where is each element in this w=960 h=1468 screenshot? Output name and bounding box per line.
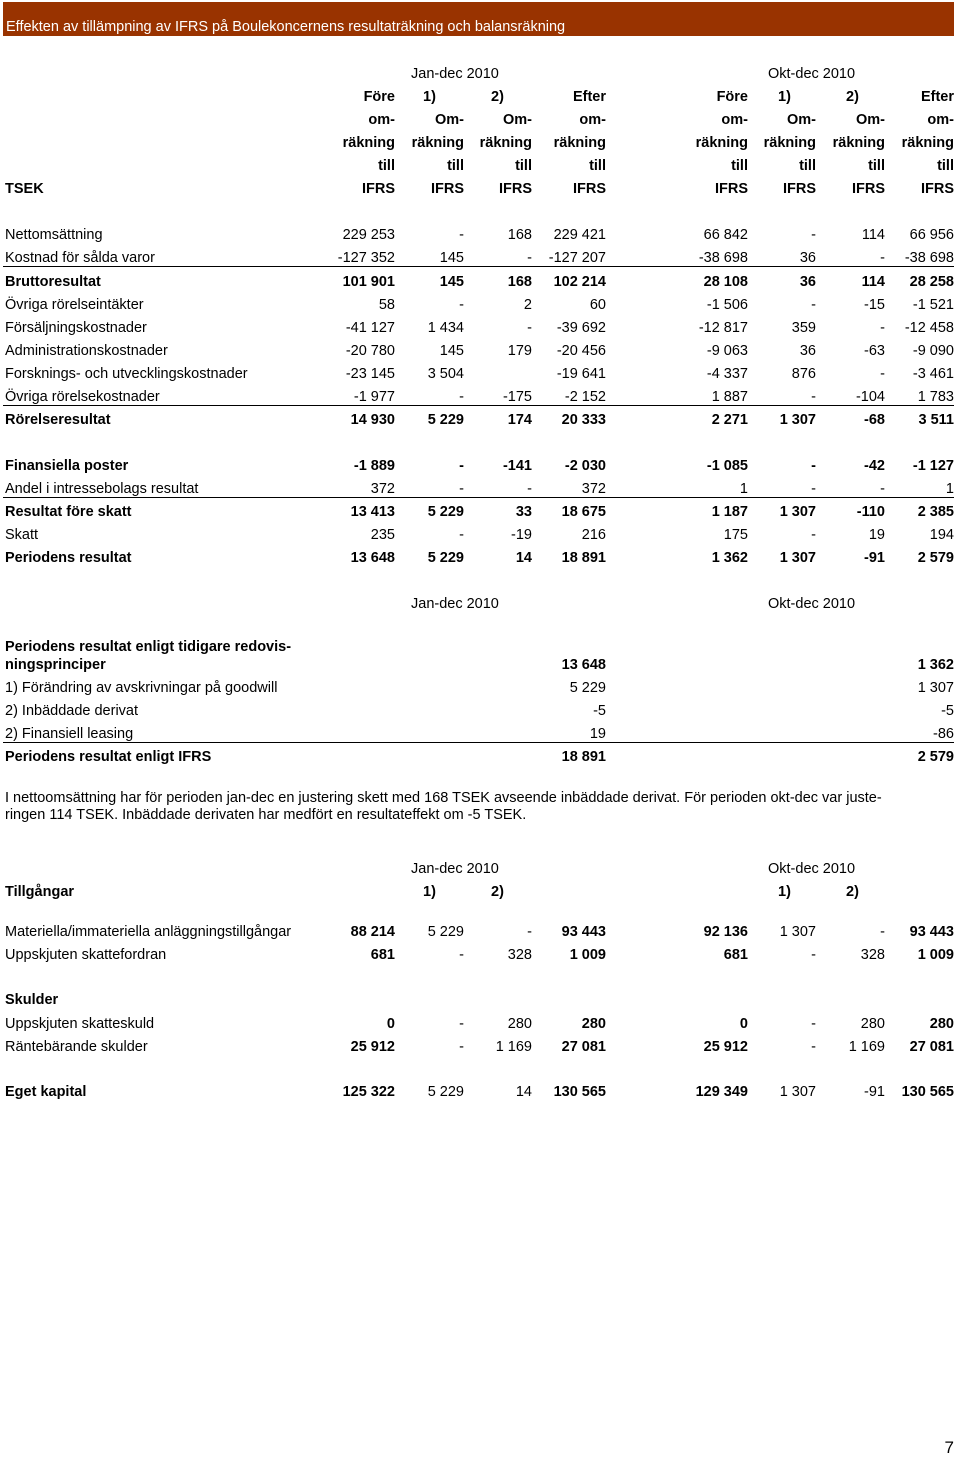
row-label: Forsknings- och utvecklingskostnader — [5, 366, 248, 382]
cell-value: 14 930 — [350, 412, 395, 428]
cell-value: -5 — [593, 703, 606, 719]
cell-value: 1 783 — [917, 389, 954, 405]
table-row — [0, 317, 960, 340]
cell-value: - — [880, 924, 885, 940]
tsek-label: TSEK — [5, 181, 44, 197]
cell-value: 129 349 — [695, 1084, 748, 1100]
page-title: Effekten av tillämpning av IFRS på Boulekoncernens resultaträkning och balansräkning — [3, 2, 954, 36]
table-row — [0, 677, 960, 700]
cell-value: 1 187 — [711, 504, 748, 520]
cell-value: -38 698 — [698, 250, 748, 266]
cell-value: 359 — [791, 320, 816, 336]
col-header: till — [447, 158, 464, 174]
cell-value: 681 — [370, 947, 395, 963]
cell-value: 19 — [589, 726, 606, 742]
col-header: 2) — [491, 89, 504, 105]
cell-value: - — [811, 458, 816, 474]
cell-value: 101 901 — [342, 274, 395, 290]
period-okt-dec: Okt-dec 2010 — [768, 596, 856, 612]
cell-value: - — [527, 924, 532, 940]
assets-label: Tillgångar — [5, 884, 75, 900]
cell-value: - — [811, 481, 816, 497]
cell-value: 13 648 — [561, 657, 606, 673]
period-jan-dec: Jan-dec 2010 — [411, 861, 499, 877]
row-label: Andel i intressebolags resultat — [5, 481, 199, 497]
col-header: om- — [368, 112, 395, 128]
cell-value: 1 362 — [711, 550, 748, 566]
cell-value: 93 443 — [909, 924, 954, 940]
cell-value: 88 214 — [350, 924, 395, 940]
table-row — [0, 224, 960, 247]
row-label: 2) Inbäddade derivat — [5, 703, 139, 719]
cell-value: - — [811, 389, 816, 405]
rule-line — [3, 742, 954, 743]
cell-value: 1 887 — [711, 389, 748, 405]
cell-value: 27 081 — [561, 1039, 606, 1055]
cell-value: - — [527, 481, 532, 497]
cell-value: 2 271 — [711, 412, 748, 428]
cell-value: 145 — [439, 274, 464, 290]
cell-value: 328 — [860, 947, 885, 963]
cell-value: 25 912 — [703, 1039, 748, 1055]
cell-value: -104 — [855, 389, 885, 405]
row-label: Räntebärande skulder — [5, 1039, 148, 1055]
cell-value: -23 145 — [345, 366, 395, 382]
cell-value: - — [459, 297, 464, 313]
cell-value: -19 — [511, 527, 532, 543]
cell-value: -15 — [864, 297, 885, 313]
cell-value: 1 362 — [917, 657, 954, 673]
liabilities-header — [0, 989, 960, 1012]
cell-value: -38 698 — [904, 250, 954, 266]
col-header: Om- — [856, 112, 885, 128]
row-label: Bruttoresultat — [5, 274, 101, 290]
cell-value: 1 307 — [779, 412, 816, 428]
col-header: 1) — [423, 89, 436, 105]
recon-period-header — [0, 593, 960, 616]
table-row — [0, 501, 960, 524]
table-row — [0, 1036, 960, 1059]
col-header: om- — [927, 112, 954, 128]
cell-value: 1 307 — [917, 680, 954, 696]
col-header: till — [799, 158, 816, 174]
cell-value: 5 229 — [427, 550, 464, 566]
cell-value: 66 842 — [703, 227, 748, 243]
col-header: IFRS — [498, 181, 532, 197]
col-header: räkning — [553, 135, 606, 151]
table-row — [0, 455, 960, 478]
cell-value: 681 — [723, 947, 748, 963]
table-row — [0, 271, 960, 294]
row-label: Skatt — [5, 527, 39, 543]
col-header: IFRS — [430, 181, 464, 197]
header-row-1 — [0, 86, 960, 109]
cell-value: -5 — [941, 703, 954, 719]
cell-value: 145 — [439, 250, 464, 266]
col-header: Om- — [435, 112, 464, 128]
cell-value: 13 648 — [350, 550, 395, 566]
col-header: till — [731, 158, 748, 174]
note-line: ringen 114 TSEK. Inbäddade derivaten har medfört en resultateffekt om -5 TSEK. — [5, 807, 527, 823]
cell-value: 5 229 — [427, 412, 464, 428]
cell-value: 114 — [861, 227, 885, 243]
cell-value: - — [527, 250, 532, 266]
table-row — [0, 294, 960, 317]
table-row — [0, 746, 960, 769]
table-row — [0, 654, 960, 677]
col-header: till — [937, 158, 954, 174]
cell-value: - — [459, 389, 464, 405]
cell-value: 0 — [386, 1016, 395, 1032]
cell-value: -1 506 — [706, 297, 748, 313]
cell-value: 229 421 — [553, 227, 606, 243]
cell-value: 328 — [507, 947, 532, 963]
row-label: Övriga rörelseintäkter — [5, 297, 144, 313]
row-label: Rörelseresultat — [5, 412, 111, 428]
cell-value: - — [459, 947, 464, 963]
row-label: 2) Finansiell leasing — [5, 726, 134, 742]
cell-value: 1 307 — [779, 504, 816, 520]
cell-value: -141 — [502, 458, 532, 474]
cell-value: - — [459, 481, 464, 497]
cell-value: -12 458 — [904, 320, 954, 336]
cell-value: - — [527, 320, 532, 336]
cell-value: -1 977 — [353, 389, 395, 405]
cell-value: 20 333 — [561, 412, 606, 428]
rule-line — [3, 266, 954, 267]
cell-value: -4 337 — [706, 366, 748, 382]
row-label: Periodens resultat enligt IFRS — [5, 749, 212, 765]
cell-value: 280 — [507, 1016, 532, 1032]
cell-value: -12 817 — [698, 320, 748, 336]
col-header: Efter — [572, 89, 606, 105]
cell-value: 1 169 — [848, 1039, 885, 1055]
table-row — [0, 1013, 960, 1036]
cell-value: -91 — [864, 1084, 885, 1100]
cell-value: 33 — [515, 504, 532, 520]
assets-header — [0, 881, 960, 904]
cell-value: -20 456 — [556, 343, 606, 359]
col-header: 2) — [846, 89, 859, 105]
row-label: Nettomsättning — [5, 227, 103, 243]
cell-value: 1 009 — [917, 947, 954, 963]
cell-value: 1 434 — [427, 320, 464, 336]
cell-value: - — [459, 458, 464, 474]
cell-value: -86 — [933, 726, 954, 742]
table-row — [0, 700, 960, 723]
header-row-3 — [0, 132, 960, 155]
row-label: Kostnad för sålda varor — [5, 250, 155, 266]
cell-value: 28 258 — [909, 274, 954, 290]
cell-value: 36 — [799, 274, 816, 290]
cell-value: 125 322 — [342, 1084, 395, 1100]
cell-value: 1 009 — [569, 947, 606, 963]
cell-value: 18 891 — [561, 550, 606, 566]
cell-value: 13 413 — [350, 504, 395, 520]
header-row-4 — [0, 155, 960, 178]
cell-value: 1 — [739, 481, 748, 497]
cell-value: 280 — [581, 1016, 606, 1032]
row-label: ningsprinciper — [5, 657, 106, 673]
cell-value: 0 — [739, 1016, 748, 1032]
row-label: 1) Förändring av avskrivningar på goodwill — [5, 680, 278, 696]
cell-value: -1 521 — [912, 297, 954, 313]
cell-value: -127 207 — [548, 250, 606, 266]
table-row — [0, 944, 960, 967]
col-header: Före — [363, 89, 395, 105]
cell-value: 5 229 — [569, 680, 606, 696]
cell-value: -63 — [864, 343, 885, 359]
col-header: räkning — [695, 135, 748, 151]
cell-value: 194 — [929, 527, 954, 543]
row-label: Försäljningskostnader — [5, 320, 147, 336]
cell-value: 14 — [515, 550, 532, 566]
cell-value: -2 152 — [564, 389, 606, 405]
cell-value: 60 — [589, 297, 606, 313]
cell-value: 18 675 — [561, 504, 606, 520]
rule-line — [3, 405, 954, 406]
cell-value: 1 169 — [495, 1039, 532, 1055]
col-header: räkning — [342, 135, 395, 151]
balance-period-header — [0, 858, 960, 881]
row-label: Finansiella poster — [5, 458, 129, 474]
cell-value: 1 307 — [779, 924, 816, 940]
page-number: 7 — [944, 1438, 954, 1457]
cell-value: -41 127 — [345, 320, 395, 336]
cell-value: 229 253 — [342, 227, 395, 243]
note-line: I nettoomsättning har för perioden jan-dec en justering skett med 168 TSEK avseende inbäddade derivat. För perioden okt-dec var juste- — [5, 790, 882, 806]
row-label: Övriga rörelsekostnader — [5, 389, 160, 405]
cell-value: 5 229 — [427, 924, 464, 940]
cell-value: -68 — [864, 412, 885, 428]
cell-value: - — [880, 320, 885, 336]
col-header: 2) — [846, 884, 859, 900]
row-label: Eget kapital — [5, 1084, 87, 1100]
cell-value: 175 — [723, 527, 748, 543]
table-row — [0, 524, 960, 547]
col-header: räkning — [411, 135, 464, 151]
col-header: räkning — [479, 135, 532, 151]
cell-value: -39 692 — [556, 320, 606, 336]
cell-value: -2 030 — [564, 458, 606, 474]
rule-line — [3, 497, 954, 498]
cell-value: 145 — [439, 343, 464, 359]
col-header: till — [515, 158, 532, 174]
cell-value: 1 307 — [779, 1084, 816, 1100]
col-header: IFRS — [782, 181, 816, 197]
header-row-2 — [0, 109, 960, 132]
cell-value: -9 090 — [912, 343, 954, 359]
col-header: IFRS — [714, 181, 748, 197]
period-header-row — [0, 63, 960, 86]
cell-value: - — [459, 1016, 464, 1032]
col-header: IFRS — [572, 181, 606, 197]
cell-value: -1 889 — [353, 458, 395, 474]
cell-value: 372 — [581, 481, 606, 497]
cell-value: 3 511 — [918, 412, 954, 428]
cell-value: 27 081 — [909, 1039, 954, 1055]
cell-value: - — [811, 227, 816, 243]
cell-value: 92 136 — [703, 924, 748, 940]
cell-value: - — [811, 947, 816, 963]
cell-value: 280 — [860, 1016, 885, 1032]
col-header: 1) — [423, 884, 436, 900]
col-header: räkning — [901, 135, 954, 151]
cell-value: 28 108 — [703, 274, 748, 290]
row-label: Administrationskostnader — [5, 343, 168, 359]
cell-value: 18 891 — [561, 749, 606, 765]
period-okt-dec: Okt-dec 2010 — [768, 66, 856, 82]
cell-value: - — [811, 527, 816, 543]
cell-value: - — [459, 227, 464, 243]
col-header: om- — [579, 112, 606, 128]
cell-value: -1 085 — [706, 458, 748, 474]
row-label: Uppskjuten skatteskuld — [5, 1016, 155, 1032]
cell-value: - — [811, 297, 816, 313]
cell-value: 2 — [523, 297, 532, 313]
cell-value: 130 565 — [553, 1084, 606, 1100]
cell-value: 216 — [581, 527, 606, 543]
cell-value: 1 — [945, 481, 954, 497]
cell-value: - — [880, 366, 885, 382]
cell-value: -1 127 — [912, 458, 954, 474]
cell-value: 36 — [799, 250, 816, 266]
cell-value: -127 352 — [337, 250, 395, 266]
col-header: 1) — [778, 89, 791, 105]
table-row — [0, 547, 960, 570]
cell-value: - — [880, 481, 885, 497]
table-row — [0, 363, 960, 386]
cell-value: 179 — [507, 343, 532, 359]
cell-value: 114 — [861, 274, 885, 290]
table-row — [0, 1081, 960, 1104]
recon-label: Periodens resultat enligt tidigare redovis- — [5, 639, 292, 655]
col-header: till — [868, 158, 885, 174]
cell-value: -42 — [864, 458, 885, 474]
cell-value: - — [459, 1039, 464, 1055]
cell-value: -19 641 — [556, 366, 606, 382]
cell-value: 93 443 — [561, 924, 606, 940]
cell-value: 36 — [799, 343, 816, 359]
period-jan-dec: Jan-dec 2010 — [411, 596, 499, 612]
cell-value: -110 — [856, 504, 885, 520]
cell-value: 14 — [515, 1084, 532, 1100]
cell-value: -9 063 — [706, 343, 748, 359]
cell-value: -175 — [502, 389, 532, 405]
row-label: Periodens resultat — [5, 550, 132, 566]
col-header: IFRS — [851, 181, 885, 197]
col-header: 1) — [778, 884, 791, 900]
cell-value: - — [811, 1016, 816, 1032]
cell-value: - — [811, 1039, 816, 1055]
row-label: Uppskjuten skattefordran — [5, 947, 167, 963]
row-label: Materiella/immateriella anläggningstillgångar — [5, 924, 292, 940]
table-row — [0, 340, 960, 363]
col-header: IFRS — [920, 181, 954, 197]
cell-value: 235 — [370, 527, 395, 543]
cell-value: 58 — [378, 297, 395, 313]
col-header: till — [589, 158, 606, 174]
period-jan-dec: Jan-dec 2010 — [411, 66, 499, 82]
cell-value: 5 229 — [427, 504, 464, 520]
cell-value: 19 — [868, 527, 885, 543]
cell-value: 280 — [929, 1016, 954, 1032]
cell-value: 174 — [507, 412, 532, 428]
cell-value: 66 956 — [909, 227, 954, 243]
cell-value: 130 565 — [901, 1084, 954, 1100]
cell-value: 2 579 — [917, 749, 954, 765]
cell-value: -3 461 — [912, 366, 954, 382]
col-header: 2) — [491, 884, 504, 900]
col-header: IFRS — [361, 181, 395, 197]
cell-value: 5 229 — [427, 1084, 464, 1100]
cell-value: 168 — [507, 227, 532, 243]
col-header: Efter — [920, 89, 954, 105]
col-header: Före — [716, 89, 748, 105]
header-row-5 — [0, 178, 960, 201]
col-header: om- — [721, 112, 748, 128]
col-header: räkning — [832, 135, 885, 151]
cell-value: -20 780 — [345, 343, 395, 359]
col-header: räkning — [763, 135, 816, 151]
cell-value: 168 — [507, 274, 532, 290]
cell-value: 372 — [370, 481, 395, 497]
cell-value: 102 214 — [553, 274, 606, 290]
table-row — [0, 921, 960, 944]
row-label: Resultat före skatt — [5, 504, 132, 520]
cell-value: 25 912 — [350, 1039, 395, 1055]
cell-value: -91 — [864, 550, 885, 566]
note-paragraph — [5, 790, 950, 824]
table-row — [0, 409, 960, 432]
col-header: Om- — [503, 112, 532, 128]
period-okt-dec: Okt-dec 2010 — [768, 861, 856, 877]
liabilities-label: Skulder — [5, 992, 59, 1008]
cell-value: 3 504 — [427, 366, 464, 382]
cell-value: 876 — [791, 366, 816, 382]
col-header: till — [378, 158, 395, 174]
cell-value: 1 307 — [779, 550, 816, 566]
col-header: Om- — [787, 112, 816, 128]
cell-value: - — [880, 250, 885, 266]
cell-value: 2 385 — [917, 504, 954, 520]
cell-value: - — [459, 527, 464, 543]
cell-value: 2 579 — [917, 550, 954, 566]
